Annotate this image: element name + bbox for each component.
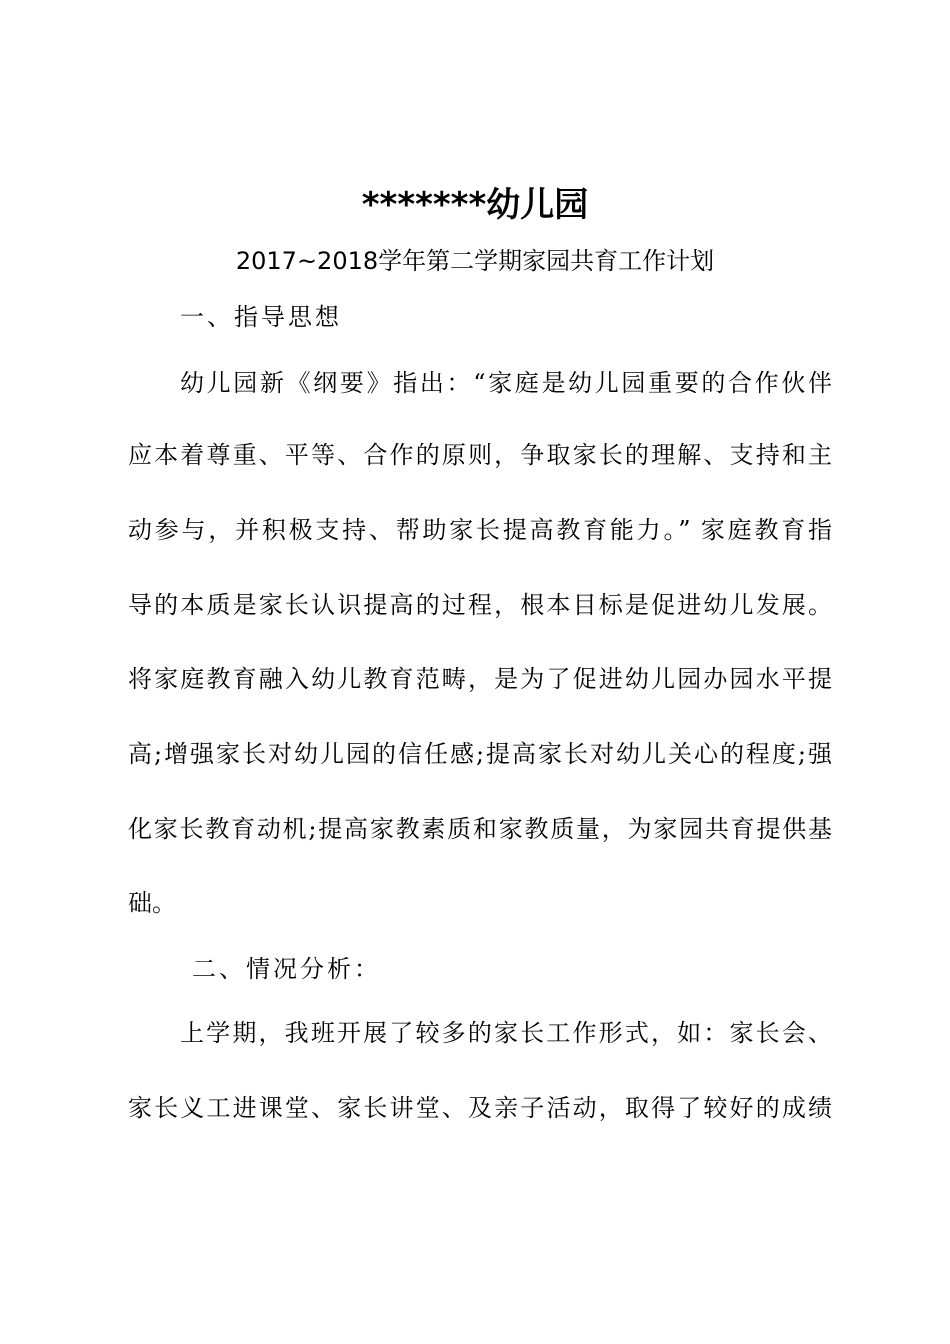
paragraph-line: 动参与，并积极支持、帮助家长提高教育能力。” 家庭教育指	[128, 516, 832, 544]
paragraph-line: 家长义工进课堂、家长讲堂、及亲子活动，取得了较好的成绩	[128, 1094, 832, 1122]
paragraph-line: 化家长教育动机;提高家教素质和家教质量，为家园共育提供基	[128, 815, 832, 843]
paragraph-line: 导的本质是家长认识提高的过程，根本目标是促进幼儿发展。	[128, 591, 832, 619]
paragraph-line: 础。	[128, 889, 176, 917]
paragraph-line: 应本着尊重、平等、合作的原则，争取家长的理解、支持和主	[128, 441, 832, 469]
paragraph-line: 将家庭教育融入幼儿教育范畴，是为了促进幼儿园办园水平提	[128, 665, 832, 693]
section-heading-situation-analysis: 二、情况分析：	[192, 955, 381, 983]
document-subtitle: 2017~2018学年第二学期家园共育工作计划	[235, 247, 715, 275]
document-title: *******幼儿园	[361, 185, 589, 225]
paragraph-line: 上学期，我班开展了较多的家长工作形式，如：家长会、	[180, 1019, 832, 1047]
section-heading-guiding-ideology: 一、指导思想	[180, 303, 342, 331]
paragraph-line: 幼儿园新《纲要》指出：“家庭是幼儿园重要的合作伙伴	[180, 369, 832, 397]
paragraph-line: 高;增强家长对幼儿园的信任感;提高家长对幼儿关心的程度;强	[128, 740, 832, 768]
